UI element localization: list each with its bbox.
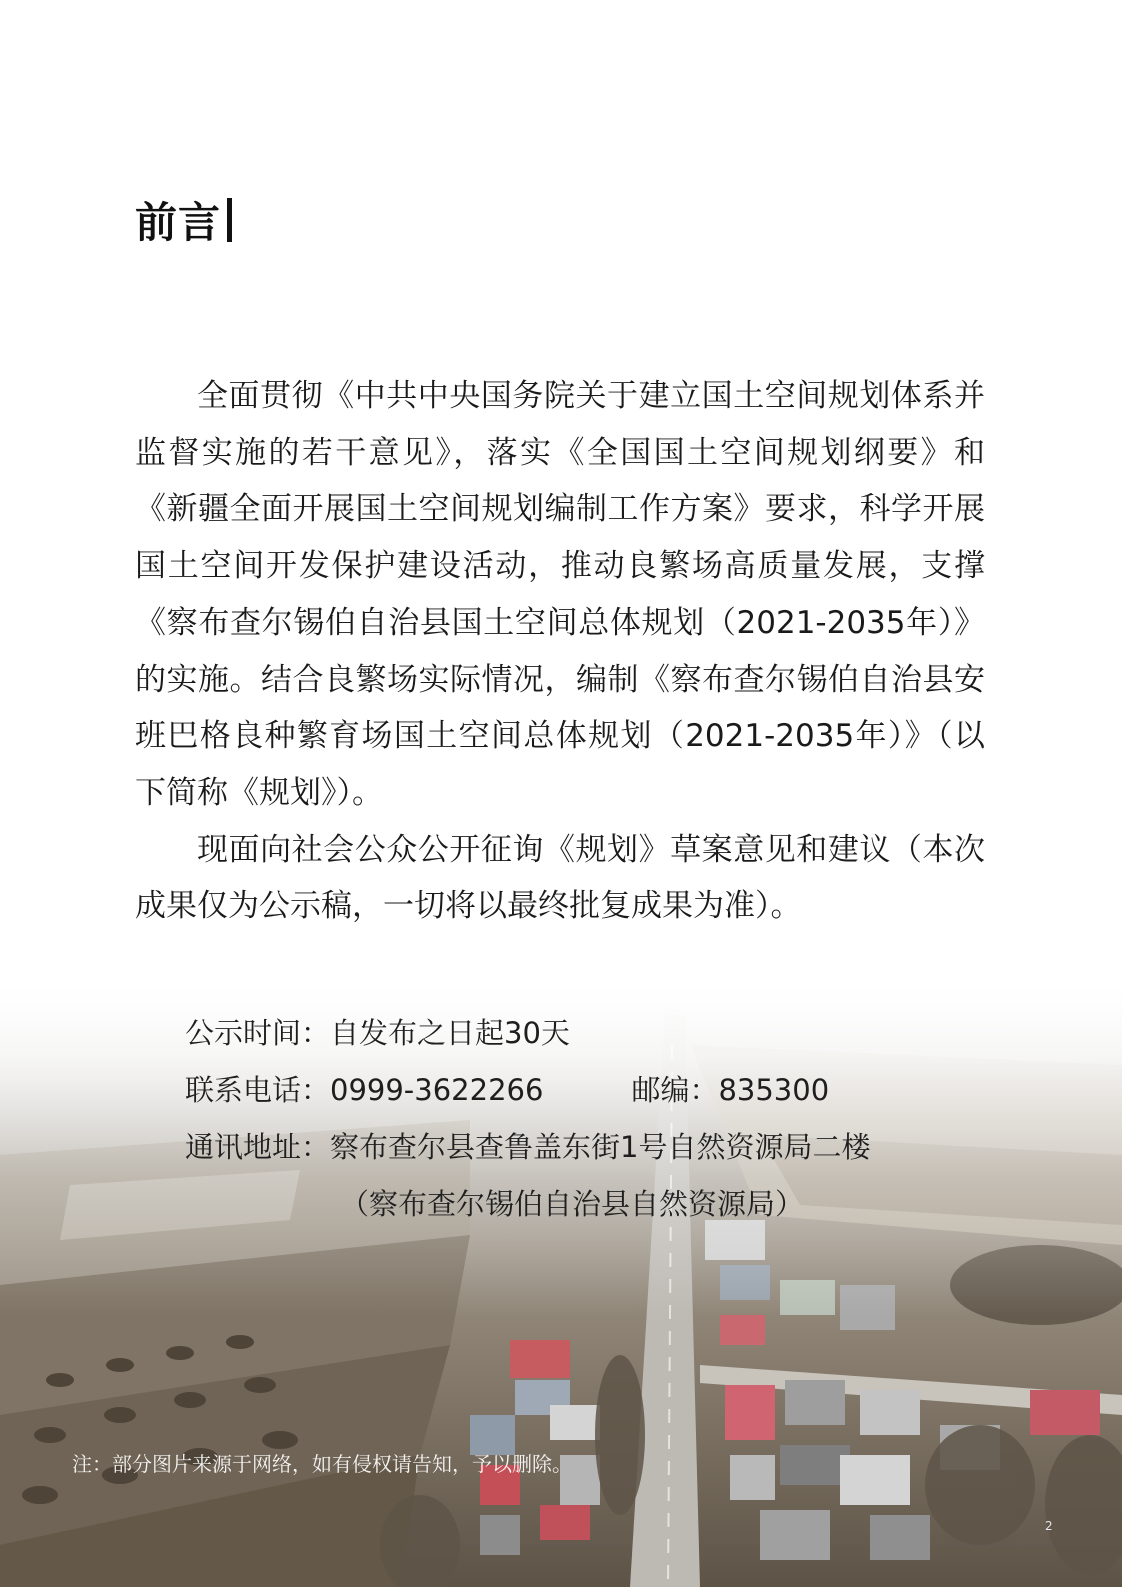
title-block: [135, 190, 232, 250]
preface-paragraph-2: 现面向社会公众公开征询《规划》草案意见和建议（本次成果仅为公示稿，一切将以最终批复成果为准）。: [135, 831, 985, 925]
preface-body: [135, 368, 985, 935]
notice-postcode: 邮编：835300: [631, 1073, 830, 1107]
preface-paragraph-1: 全面贯彻《中共中央国务院关于建立国土空间规划体系并监督实施的若干意见》，落实《全国国土空间规划纲要》和《新疆全面开展国土空间规划编制工作方案》要求，科学开展国土空间开发保护建设活动，推动良繁场高质量发展，支撑《察布查尔锡伯自治县国土空间总体规划（2021-2035年）》的实施。结合良繁场实际情况，编制《察布查尔锡伯自治县安班巴格良种繁育场国土空间总体规划（2021-2035年）》（以下简称《规划》）。: [135, 378, 985, 811]
notice-phone: 联系电话：0999-3622266: [185, 1073, 544, 1107]
page-title: 前言: [135, 198, 222, 247]
notice-period: 公示时间：自发布之日起30天: [185, 1016, 570, 1050]
image-source-note: 注：部分图片来源于网络，如有侵权请告知，予以删除。: [72, 1452, 572, 1476]
notice-contact-row: [185, 1062, 870, 1119]
notice-info: [185, 1005, 870, 1233]
page-number: 2: [1045, 1519, 1053, 1533]
title-bar-decoration: [227, 198, 232, 242]
notice-address: 通讯地址：察布查尔县查鲁盖东街1号自然资源局二楼: [185, 1130, 871, 1164]
notice-address-org: （察布查尔锡伯自治县自然资源局）: [340, 1187, 805, 1221]
